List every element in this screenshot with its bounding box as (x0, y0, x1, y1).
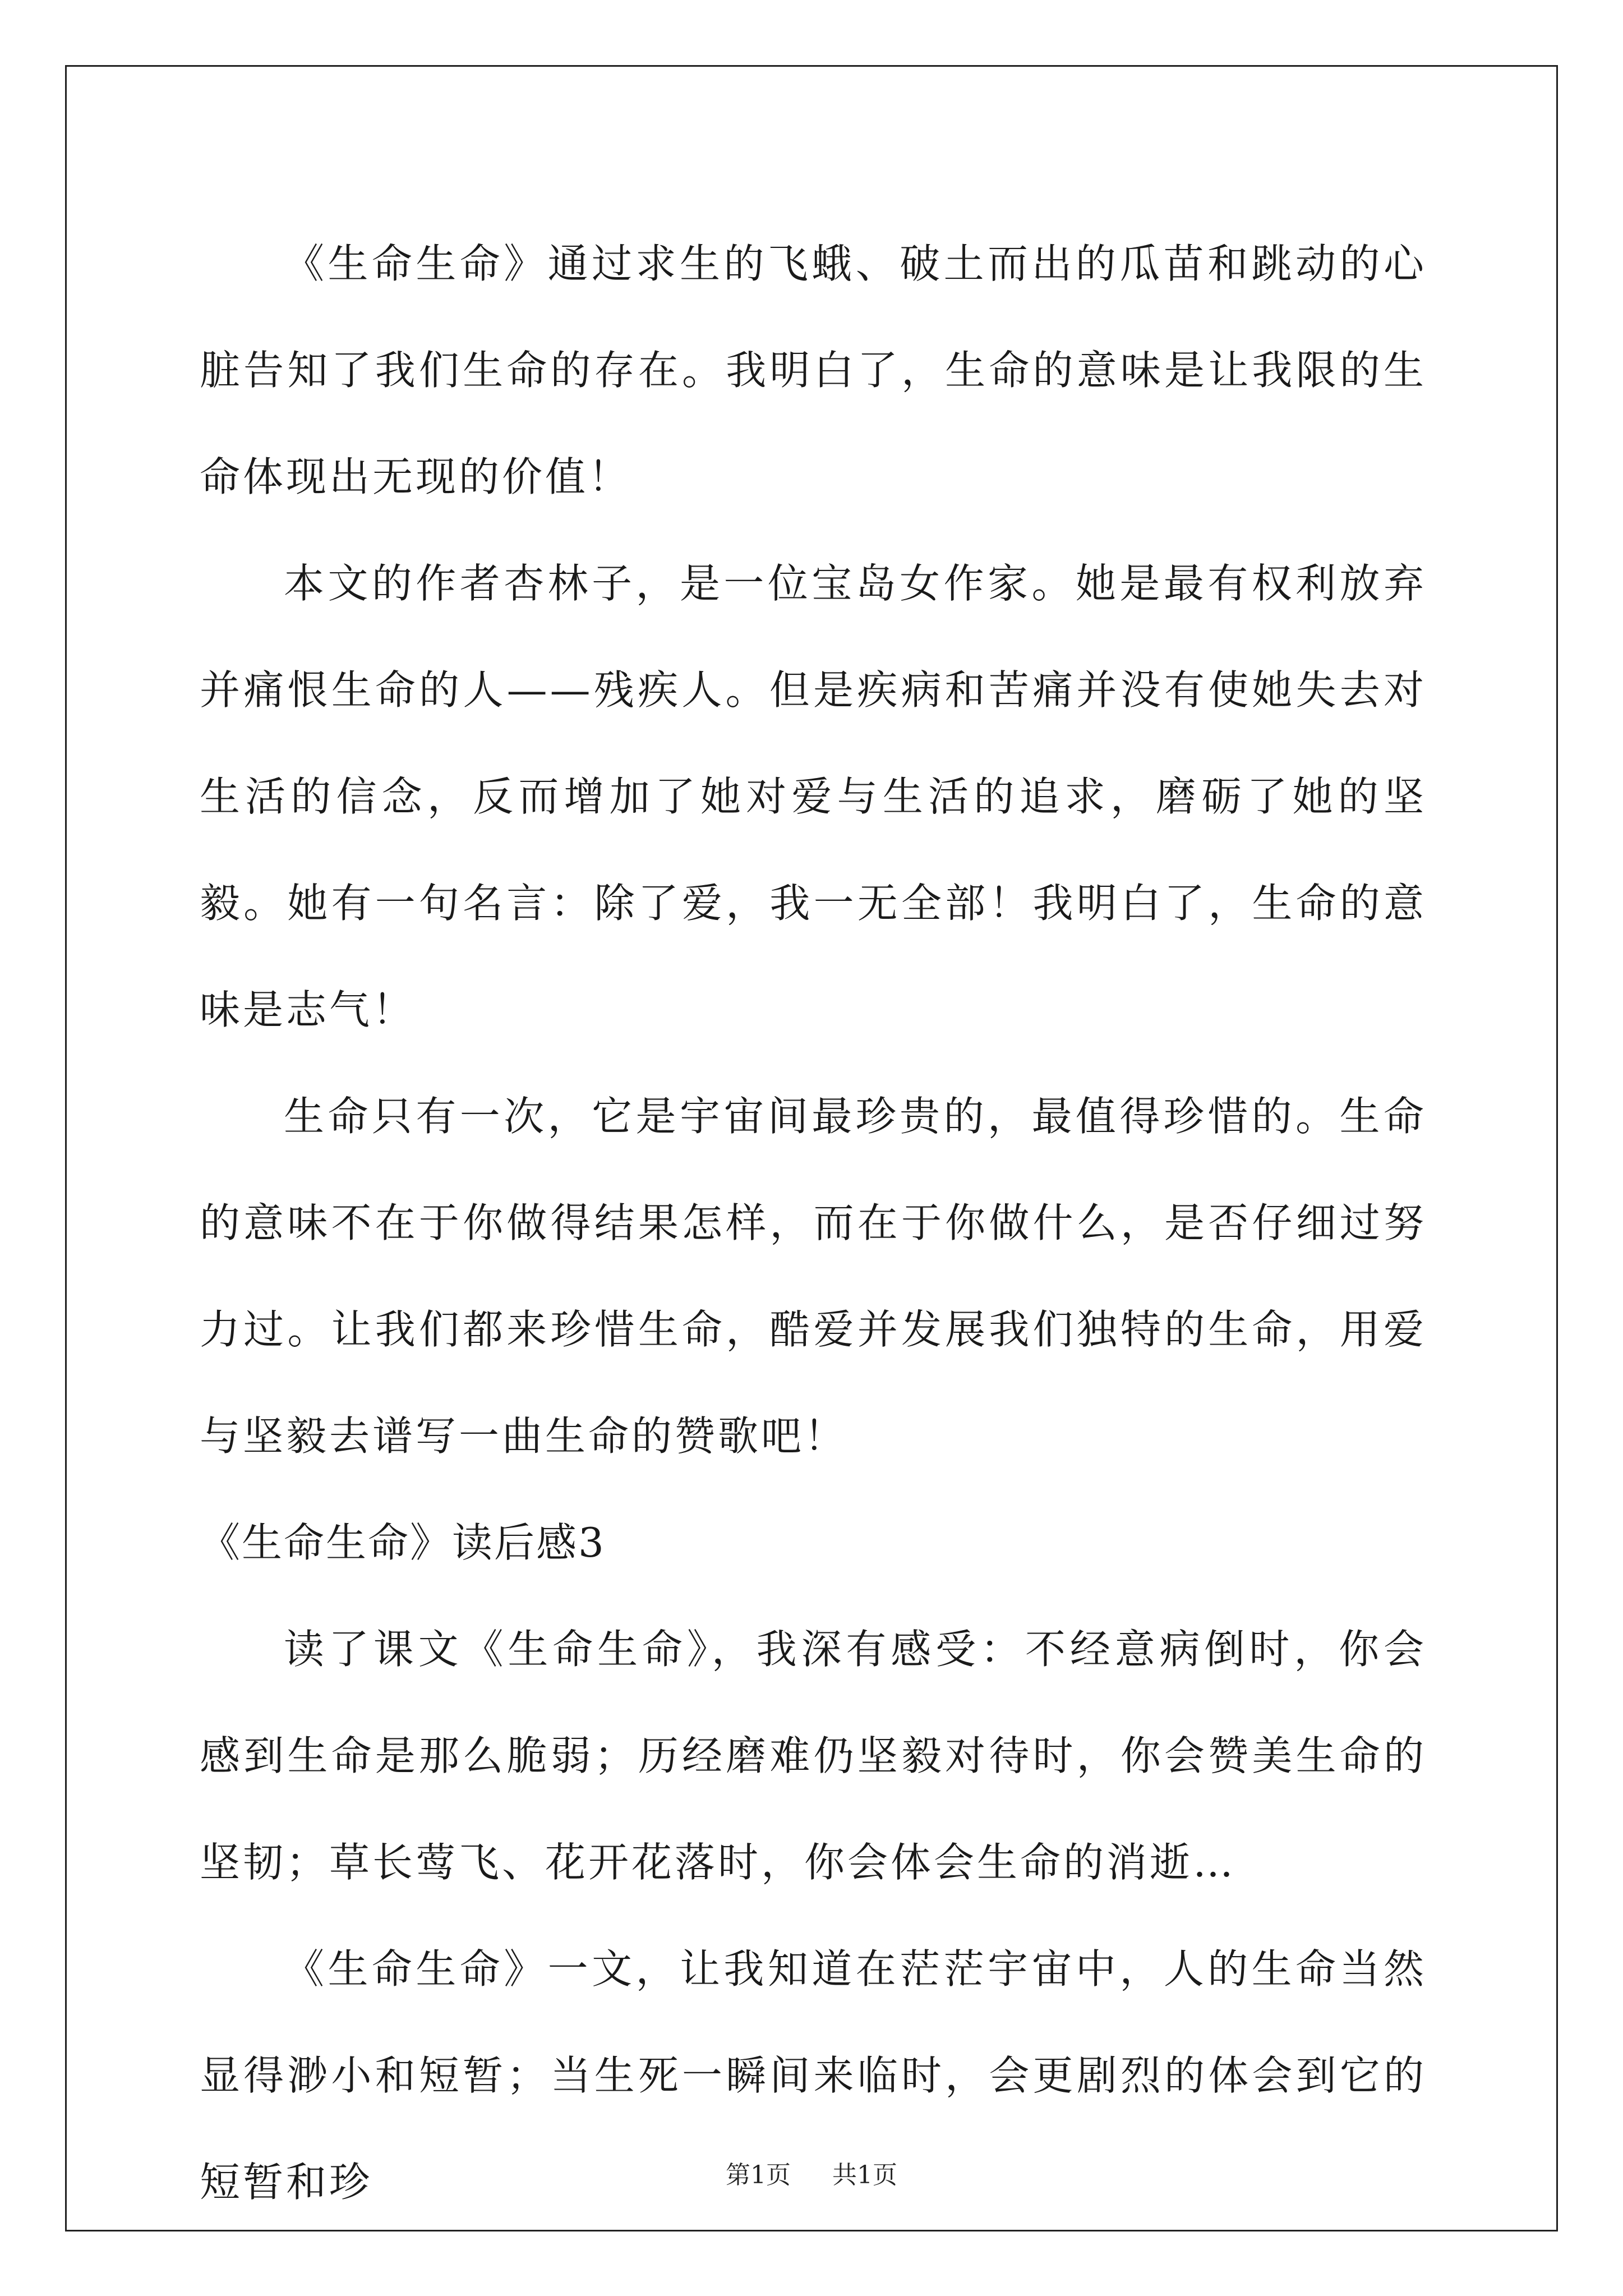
paragraph: 生命只有一次，它是宇宙间最珍贵的，最值得珍惜的。生命的意味不在于你做得结果怎样，而在于你做什么，是否仔细过努力过。让我们都来珍惜生命，酷爱并发展我们独特的生命，用爱与坚毅去谱写一曲生命的赞歌吧！ (200, 1093, 1427, 1460)
section-title: 《生命生命》读后感3 (200, 1519, 606, 1566)
document-body (200, 210, 1427, 2235)
page-number: 第1页 (726, 2161, 791, 2189)
page-footer (0, 2159, 1623, 2192)
paragraph: 读了课文《生命生命》，我深有感受：不经意病倒时，你会感到生命是那么脆弱；历经磨难仍坚毅对待时，你会赞美生命的坚韧；草长莺飞、花开花落时，你会体会生命的消逝… (200, 1626, 1427, 1886)
paragraph: 《生命生命》通过求生的飞蛾、破土而出的瓜苗和跳动的心脏告知了我们生命的存在。我明白了，生命的意味是让我限的生命体现出无现的价值！ (200, 240, 1427, 500)
paragraph: 《生命生命》一文，让我知道在茫茫宇宙中，人的生命当然显得渺小和短暂；当生死一瞬间来临时，会更剧烈的体会到它的短暂和珍 (200, 1945, 1427, 2206)
page-total: 共1页 (832, 2161, 897, 2189)
paragraph: 本文的作者杏林子，是一位宝岛女作家。她是最有权利放弃并痛恨生命的人——残疾人。但是疾病和苦痛并没有使她失去对生活的信念，反而增加了她对爱与生活的追求，磨砺了她的坚毅。她有一句名言：除了爱，我一无全部！我明白了，生命的意味是志气！ (200, 560, 1427, 1033)
